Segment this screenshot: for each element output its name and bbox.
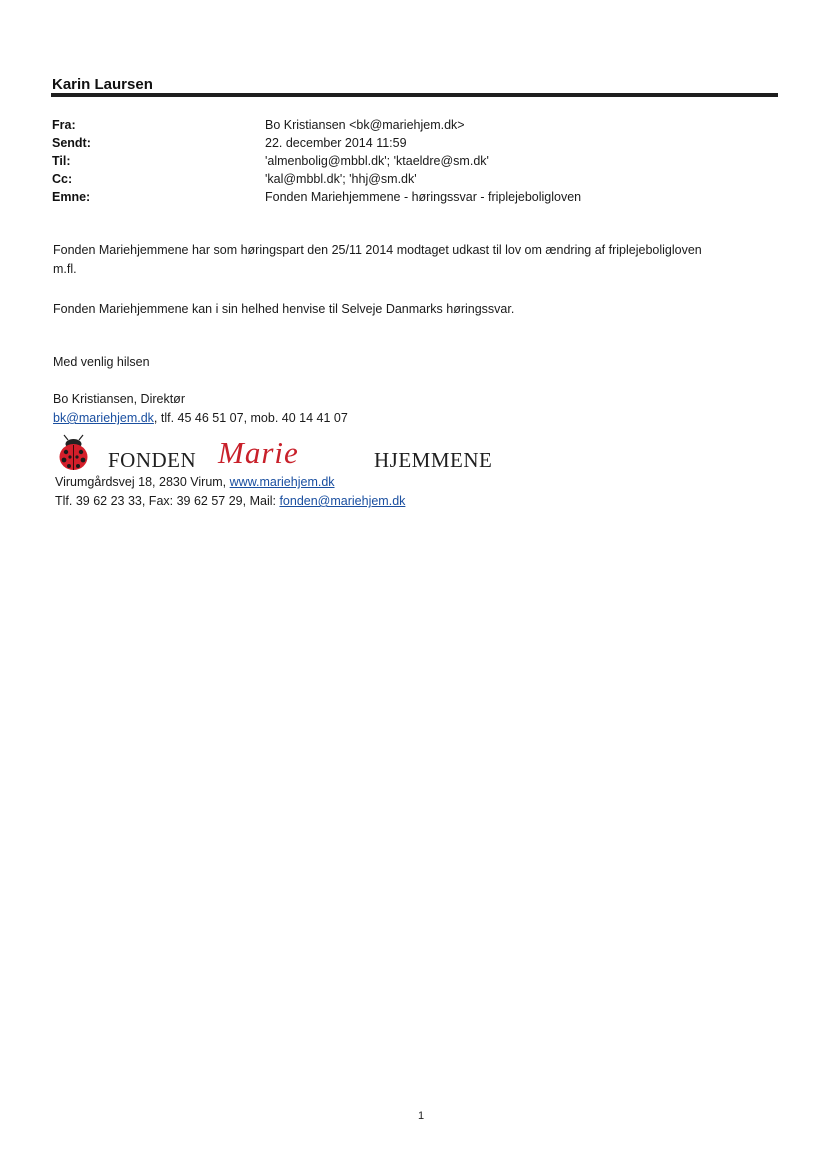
cc-value: 'kal@mbbl.dk'; 'hhj@sm.dk' [265,172,417,186]
signer-email-link[interactable]: bk@mariehjem.dk [53,411,154,425]
address-line [55,473,405,492]
to-label: Til: [52,154,71,168]
header-row-from [52,116,772,134]
mailbox-owner-name: Karin Laursen [52,76,153,93]
email-header-block [52,116,772,206]
header-row-to [52,152,772,170]
logo-script-marie: Marie [218,435,299,470]
subject-value: Fonden Mariehjemmene - høringssvar - friplejeboligloven [265,190,582,204]
body-paragraph-1: Fonden Mariehjemmene har som høringspart den 25/11 2014 modtaget udkast til lov om ændring af friplejeboligloven m.fl. [53,243,702,276]
logo-word-hjemmene: HJEMMENE [374,448,493,472]
address-text: Virumgårdsvej 18, 2830 Virum, [55,475,230,489]
signer-name-title: Bo Kristiansen, Direktør [53,392,185,406]
header-row-sent [52,134,772,152]
from-label: Fra: [52,118,76,132]
greeting: Med venlig hilsen [53,355,150,369]
subject-label: Emne: [52,190,91,204]
cc-label: Cc: [52,172,73,186]
page-number: 1 [418,1110,425,1122]
from-value: Bo Kristiansen <bk@mariehjem.dk> [265,118,465,132]
sent-value: 22. december 2014 11:59 [265,136,407,150]
signer-contact-line [53,409,348,428]
to-value: 'almenbolig@mbbl.dk'; 'ktaeldre@sm.dk' [265,154,489,168]
body-paragraph-2: Fonden Mariehjemmene kan i sin helhed henvise til Selveje Danmarks høringssvar. [53,302,515,316]
fonden-mariehjemmene-logo [55,432,493,476]
phone-fax-text: Tlf. 39 62 23 33, Fax: 39 62 57 29, Mail: [55,494,280,508]
header-row-subject [52,188,772,206]
header-rule [51,93,778,97]
header-row-cc [52,170,772,188]
website-link[interactable]: www.mariehjem.dk [229,475,335,489]
logo-word-fonden: FONDEN [108,448,197,472]
footer-contact-block [55,473,405,511]
mail-link[interactable]: fonden@mariehjem.dk [279,494,406,508]
sent-label: Sendt: [52,136,91,150]
phone-fax-mail-line [55,492,405,511]
signer-phones: , tlf. 45 46 51 07, mob. 40 14 41 07 [153,411,348,425]
ladybug-icon [55,434,93,472]
